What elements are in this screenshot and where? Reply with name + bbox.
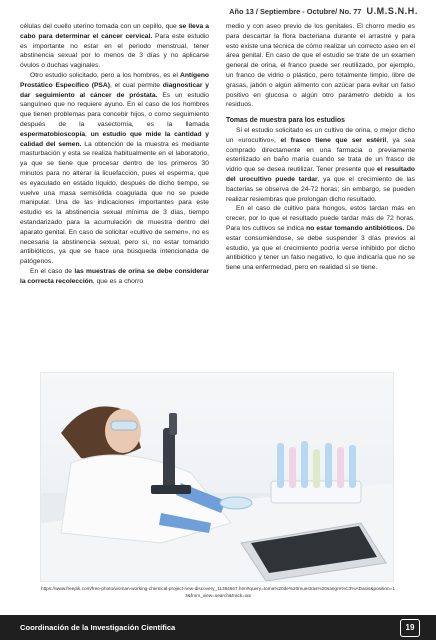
issue-info: Año 13 / Septiembre - Octubre/ No. 77 [229,7,362,16]
left-column [20,22,209,287]
footer-title: Coordinación de la Investigación Científica [20,623,176,632]
page-header [229,6,418,16]
petri-dish [220,497,252,509]
lab-scene-illustration [41,373,393,581]
left-paragraph-1: células del cuello uterino tomada con un cepillo, que se lleva a cabo para determinar el cáncer cervical. Para este estudio es importante no estar en el periodo menstrual, tener abstinencia sexual por lo menos de 3 días y no aplicarse óvulos o duchas vaginales. [20,23,210,70]
university-name: U.M.S.N.H. [366,6,418,16]
test-tube-rack [271,441,361,503]
right-paragraph-2: Si el estudio solicitado es un cultivo de orina, o mejor dicho un «urocultivo», el frasco tiene que ser estéril, ya sea comprado directamente en una farmacia o previamente esterilizado en baño maría cuando se trata de un frasco de vidrio que se desea reutilizar. Tener presente que el resultado del urocultivo puede tardar, ya que el crecimiento de las bacterias se observa de 24-72 horas; sin embargo, se pueden realizar resiembras que prolongan dicho resultado. [226,126,416,203]
left-paragraph-3: En el caso de las muestras de orina se debe considerar la correcta recolección, que es a chorro [20,267,209,285]
right-paragraph-1: medio y con aseo previo de los genitales. El chorro medio es para descartar la flora bacteriana durante el arrastre y para esto existe una técnica de cómo realizar un correcto aseo en el área genital. En caso de que el estudio se trate de un examen general de orina, el franco puede ser reutilizado, por ejemplo, un franco de vidrio o plástico, pero totalmente limpio, libre de grasas, jabón o algún alimento con azúcar para evitar un falso positivo en glucosa o algún otro parámetro debido a los residuos. [226,23,415,109]
photo-caption: https://www.freepik.com/free-photo/woman-working-chemical-project-new-discovery_11384667.htm#query=toma%20de%20muestras%20sangre%C3%ADasis&position=13&from_view=search&track=ais [41,586,395,598]
lab-photo [40,372,394,582]
page-number: 19 [400,619,420,637]
left-paragraph-2: Otro estudio solicitado, pero a los hombres, es el Antígeno Prostático Específico (PSA), el cual permite diagnosticar y dar seguimiento al cáncer de próstata. Es un estudio sanguíneo que no requiere ayuno. En el caso de los hombres que tienen problemas para concebir hijos, o como seguimiento después de la vasectomía, es la llamada espermatobioscopía, un estudio que mide la cantidad y calidad del semen. La obtención de la muestra es mediante masturbación y esta se realiza habitualmente en el laboratorio, ya que se tiene que procesar dentro de los primeros 30 minutos para no alterar la licuefacción, pues el esperma, que es eyaculado en estado líquido, después de dicho tiempo, se vuelve una masa semisólida coagulada que no se puede manipular. Una de las indicaciones importantes para este estudio es la abstinencia sexual mínima de 3 días, tiempo estandarizado para la acumulación de muestra dentro del aparato genital. En caso de solicitar «cultivo de semen», no es necesaria la abstinencia sexual, pero sí, no estar tomando antibióticos, ya que se hace una búsqueda intencionada de patógenos. [20,71,210,266]
right-column [226,22,415,273]
page-footer [0,615,436,640]
scientist-figure [61,406,231,543]
section-heading: Tomas de muestra para los estudios [226,117,345,125]
right-paragraph-3: En el caso de cultivo para hongos, estos tardan más en crecer, por lo que el resultado puede tardar más de 72 horas. Para los cultivos se indica no estar tomando antibióticos. De estar consumiéndose, se debe suspender 3 días previos al estudio, ya que el crecimiento podría verse inhibido por dicho antibiótico y tener un falso negativo, lo que indicaría que no se tiene una enfermedad, pero en realidad sí se tiene. [226,205,415,272]
